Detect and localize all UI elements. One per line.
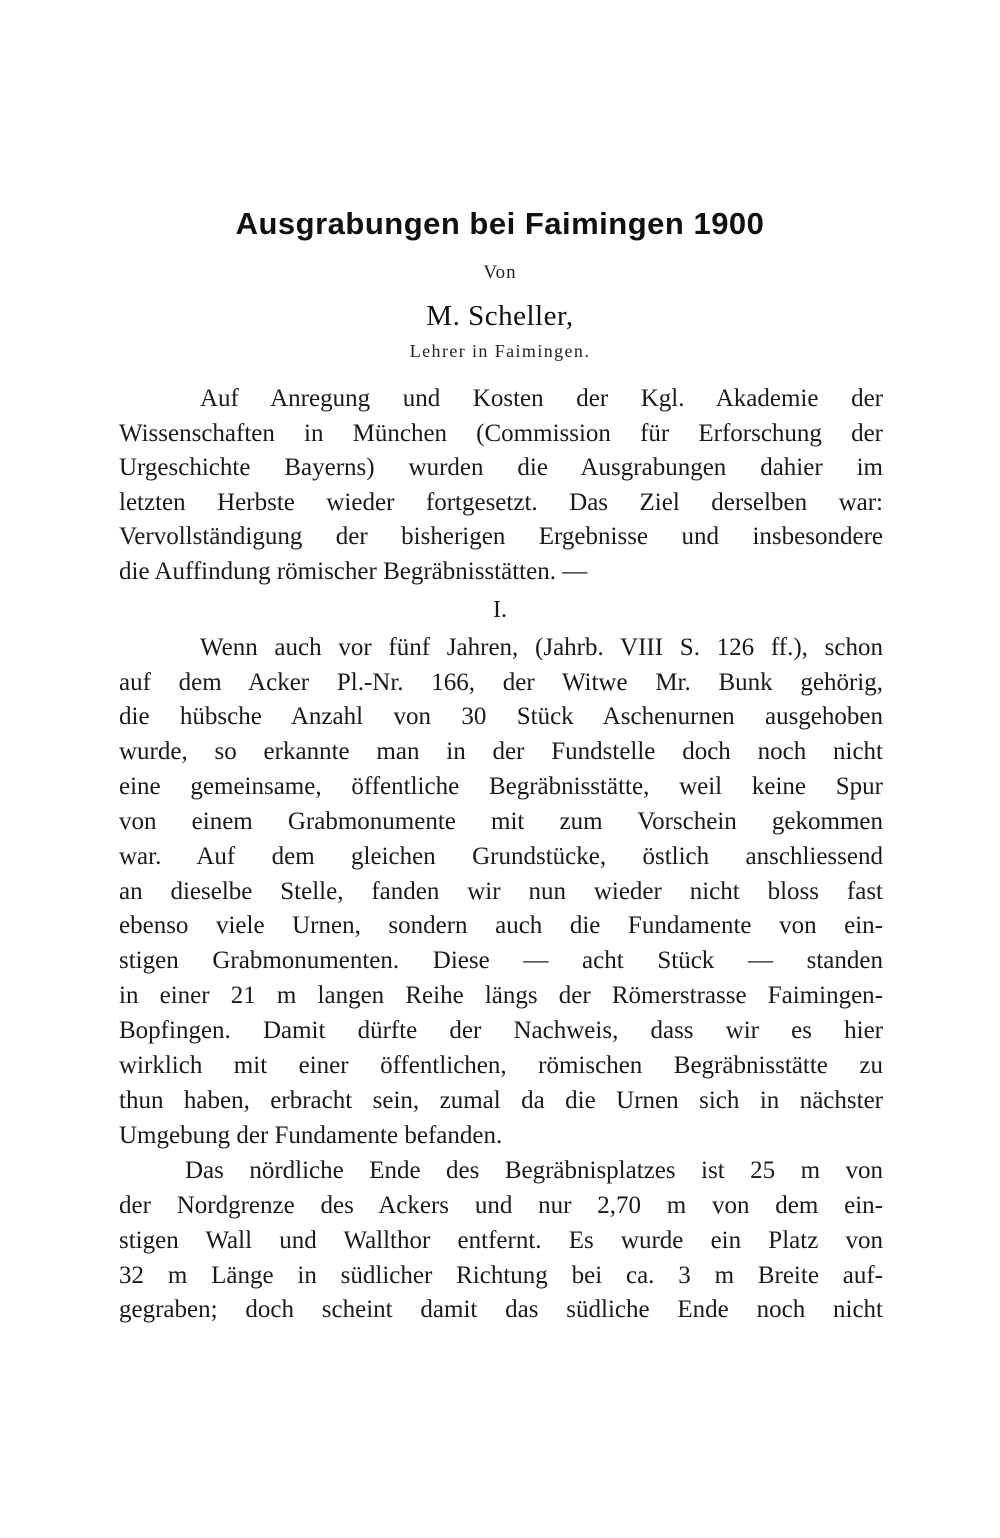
body-line: der Nordgrenze des Ackers und nur 2,70 m von dem ein- [119, 1192, 883, 1219]
body-line: von einem Grabmonumente mit zum Vorschein gekommen [119, 808, 883, 835]
body-line: thun haben, erbracht sein, zumal da die Urnen sich in nächster [119, 1087, 883, 1114]
body-line: Wenn auch vor fünf Jahren, (Jahrb. VIII S. 126 ff.), schon [200, 634, 883, 661]
body-line: in einer 21 m langen Reihe längs der Römerstrasse Faimingen- [119, 982, 883, 1009]
body-line: eine gemeinsame, öffentliche Begräbnisstätte, weil keine Spur [119, 773, 883, 800]
body-line: war. Auf dem gleichen Grundstücke, östlich anschliessend [119, 843, 883, 870]
body-line: auf dem Acker Pl.-Nr. 166, der Witwe Mr. Bunk gehörig, [119, 669, 883, 696]
body-line: an dieselbe Stelle, fanden wir nun wieder nicht bloss fast [119, 878, 883, 905]
body-line: wurde, so erkannte man in der Fundstelle doch noch nicht [119, 738, 883, 765]
section-numeral: I. [493, 597, 507, 623]
body-line: stigen Grabmonumenten. Diese — acht Stück — standen [119, 947, 883, 974]
body-line: Umgebung der Fundamente befanden. [119, 1122, 503, 1149]
intro-line: Auf Anregung und Kosten der Kgl. Akademie der [200, 385, 883, 412]
author-affiliation: Lehrer in Faimingen. [409, 341, 591, 361]
intro-line: Wissenschaften in München (Commission für Erforschung der [119, 420, 883, 447]
body-line: wirklich mit einer öffentlichen, römischen Begräbnisstätte zu [119, 1052, 883, 1079]
body-line: gegraben; doch scheint damit das südliche Ende noch nicht [119, 1296, 883, 1323]
intro-line: Vervollständigung der bisherigen Ergebnisse und insbesondere [119, 523, 883, 550]
body-line: die hübsche Anzahl von 30 Stück Aschenurnen ausgehoben [119, 703, 883, 730]
intro-line: Urgeschichte Bayerns) wurden die Ausgrabungen dahier im [119, 454, 883, 481]
body-line: stigen Wall und Wallthor entfernt. Es wurde ein Platz von [119, 1227, 883, 1254]
body-line: Das nördliche Ende des Begräbnisplatzes ist 25 m von [185, 1157, 883, 1184]
author-name: M. Scheller, [426, 300, 574, 332]
body-line: 32 m Länge in südlicher Richtung bei ca. 3 m Breite auf- [119, 1262, 883, 1289]
body-line: Bopfingen. Damit dürfte der Nachweis, dass wir es hier [119, 1017, 883, 1044]
intro-line: letzten Herbste wieder fortgesetzt. Das Ziel derselben war: [119, 489, 883, 516]
article-title: Ausgrabungen bei Faimingen 1900 [235, 206, 765, 241]
intro-line: die Auffindung römischer Begräbnisstätten. — [119, 558, 588, 585]
byline-von: Von [483, 262, 517, 283]
body-line: ebenso viele Urnen, sondern auch die Fundamente von ein- [119, 912, 883, 939]
